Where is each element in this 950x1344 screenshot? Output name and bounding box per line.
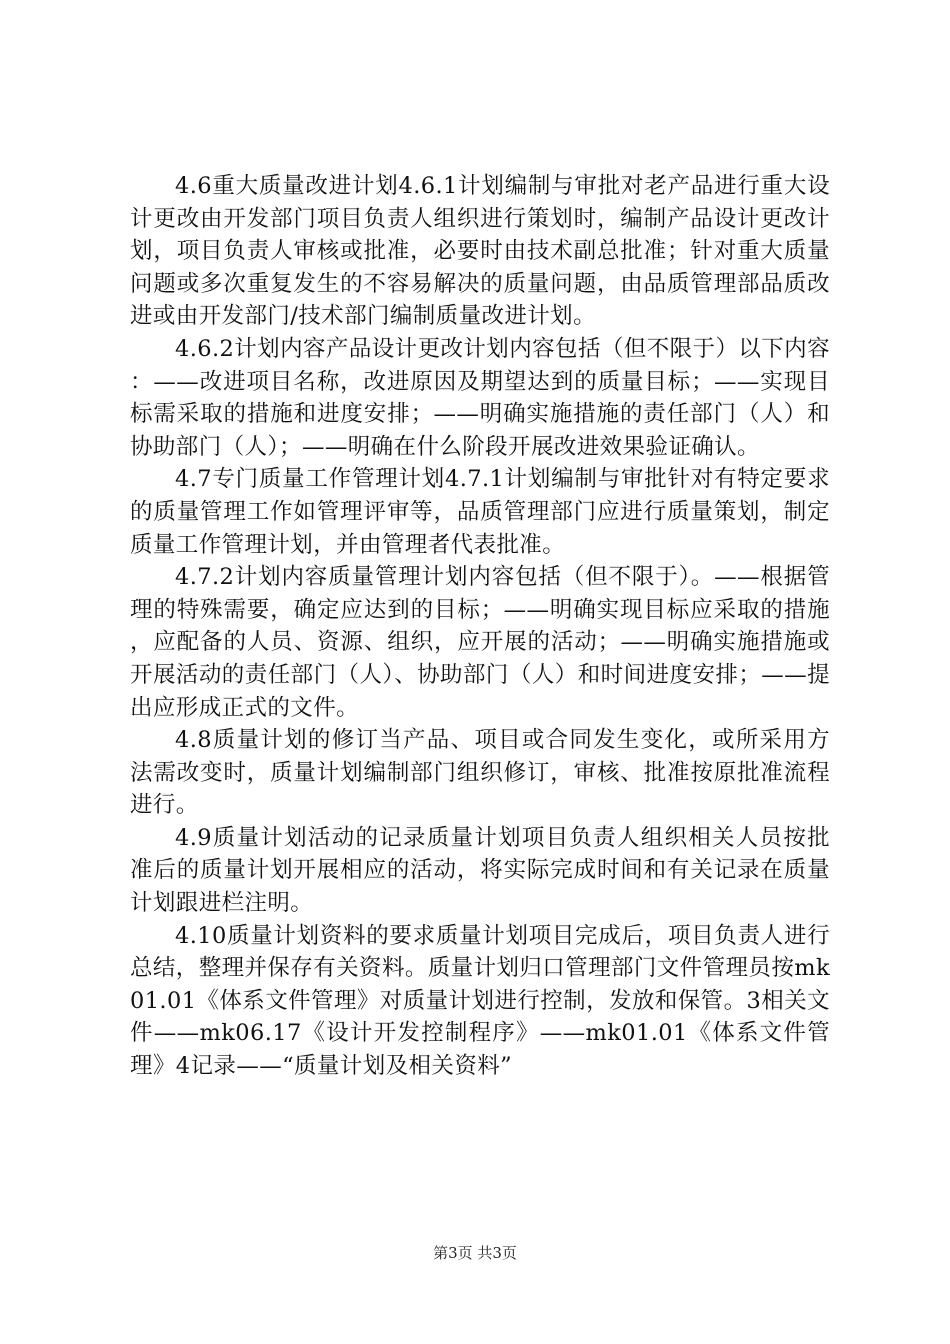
page-number-footer: 第3页 共3页 [433, 1244, 517, 1262]
paragraph-4-6: 4.6重大质量改进计划4.6.1计划编制与审批对老产品进行重大设计更改由开发部门项目负责人组织进行策划时，编制产品设计更改计划，项目负责人审核或批准，必要时由技术副总批准；针对重大质量问题或多次重复发生的不容易解决的质量问题，由品质管理部品质改进或由开发部门/技术部门编制质量改进计划。 [130, 173, 830, 330]
paragraph-4-6-2: 4.6.2计划内容产品设计更改计划内容包括（但不限于）以下内容：——改进项目名称，改进原因及期望达到的质量目标；——实现目标需采取的措施和进度安排；——明确实施措施的责任部门（人）和协助部门（人）；——明确在什么阶段开展改进效果验证确认。 [130, 335, 830, 460]
document-body [130, 170, 830, 1083]
paragraph-4-7: 4.7专门质量工作管理计划4.7.1计划编制与审批针对有特定要求的质量管理工作如管理评审等，品质管理部门应进行质量策划，制定质量工作管理计划，并由管理者代表批准。 [130, 466, 830, 558]
paragraph-4-8: 4.8质量计划的修订当产品、项目或合同发生变化，或所采用方法需改变时，质量计划编制部门组织修订，审核、批准按原批准流程进行。 [130, 727, 830, 819]
paragraph-4-9: 4.9质量计划活动的记录质量计划项目负责人组织相关人员按批准后的质量计划开展相应的活动，将实际完成时间和有关记录在质量计划跟进栏注明。 [130, 824, 830, 917]
paragraph-4-7-2: 4.7.2计划内容质量管理计划内容包括（但不限于）。——根据管理的特殊需要，确定应达到的目标；——明确实现目标应采取的措施，应配备的人员、资源、组织，应开展的活动；——明确实施措施或开展活动的责任部门（人）、协助部门（人）和时间进度安排；——提出应形成正式的文件。 [130, 564, 830, 721]
paragraph-4-10: 4.10质量计划资料的要求质量计划项目完成后，项目负责人进行总结，整理并保存有关资料。质量计划归口管理部门文件管理员按mk01.01《体系文件管理》对质量计划进行控制，发放和保管。3相关文件——mk06.17《设计开发控制程序》——mk01.01《体系文件管理》4记录——“质量计划及相关资料” [130, 922, 830, 1080]
